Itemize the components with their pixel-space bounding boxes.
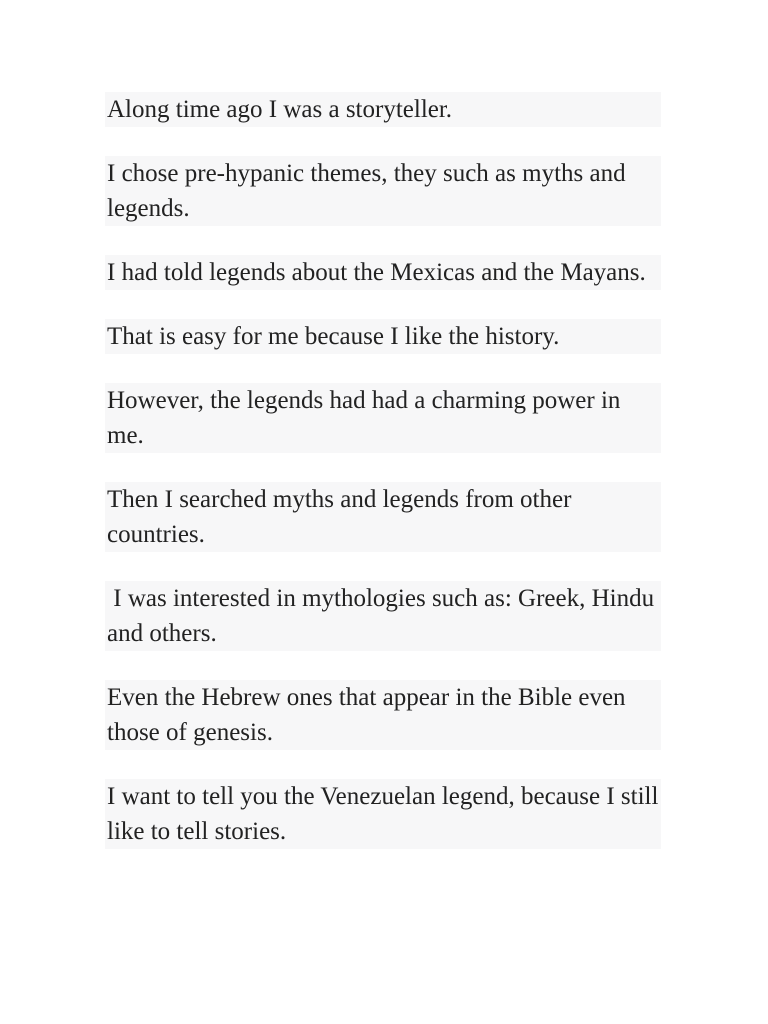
paragraph: That is easy for me because I like the history.: [105, 319, 661, 354]
paragraph: Even the Hebrew ones that appear in the Bible even those of genesis.: [105, 680, 661, 750]
paragraph: However, the legends had had a charming power in me.: [105, 383, 661, 453]
document-body: [105, 92, 665, 878]
paragraph: Then I searched myths and legends from other countries.: [105, 482, 661, 552]
paragraph: I had told legends about the Mexicas and the Mayans.: [105, 255, 661, 290]
paragraph: I chose pre-hypanic themes, they such as myths and legends.: [105, 156, 661, 226]
paragraph: I want to tell you the Venezuelan legend, because I still like to tell stories.: [105, 779, 661, 849]
paragraph: I was interested in mythologies such as: Greek, Hindu and others.: [105, 581, 661, 651]
paragraph: Along time ago I was a storyteller.: [105, 92, 661, 127]
